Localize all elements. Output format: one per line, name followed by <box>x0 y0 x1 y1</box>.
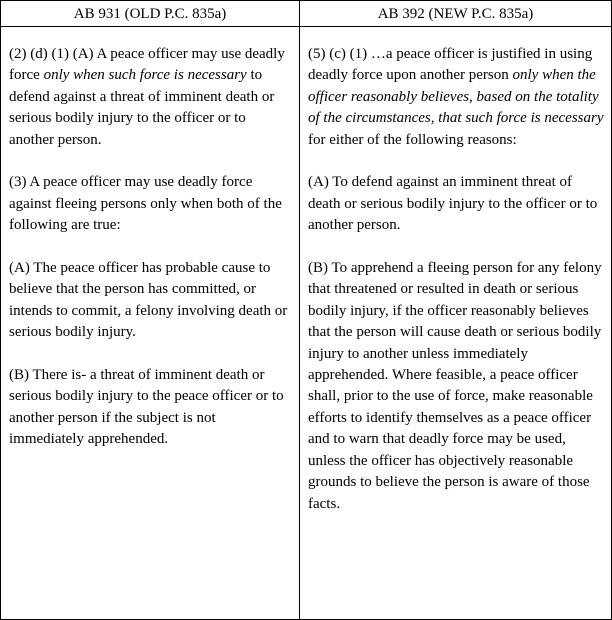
old-law-header: AB 931 (OLD P.C. 835a) <box>1 1 299 27</box>
new-law-column <box>300 1 611 619</box>
old-law-paragraph-3: (A) The peace officer has probable cause to believe that the person has committed, or intends to commit, a felony involving death or serious bodily injury. <box>9 260 288 341</box>
old-law-paragraph-2: (3) A peace officer may use deadly force against fleeing persons only when both of the following are true: <box>9 174 282 234</box>
old-law-body <box>1 27 299 451</box>
old-law-column <box>1 1 300 619</box>
old-law-paragraph-1: (2) (d) (1) (A) A peace officer may use deadly force only when such force is necessary to defend against a threat of imminent death or serious bodily injury to the officer or to another person. <box>9 46 285 148</box>
new-law-paragraph-3: (B) To apprehend a fleeing person for any felony that threatened or resulted in death or serious bodily injury, if the officer reasonably believes that the person will cause death or serious bodily injury to another unless immediately apprehended. Where feasible, a peace officer shall, prior to the use of force, make reasonable efforts to identify themselves as a peace officer and to warn that deadly force may be used, unless the officer has objectively reasonable grounds to believe the person is aware of those facts. <box>308 260 602 512</box>
new-law-body <box>300 27 611 515</box>
new-law-paragraph-1: (5) (c) (1) …a peace officer is justified in using deadly force upon another person only when the officer reasonably believes, based on the totality of the circumstances, that such force is necessary for either of the following reasons: <box>308 46 604 148</box>
old-law-paragraph-4: (B) There is- a threat of imminent death or serious bodily injury to the peace officer or to another person if the subject is not immediately apprehended. <box>9 367 284 448</box>
new-law-header: AB 392 (NEW P.C. 835a) <box>300 1 611 27</box>
new-law-paragraph-2: (A) To defend against an imminent threat of death or serious bodily injury to the officer or to another person. <box>308 174 598 234</box>
